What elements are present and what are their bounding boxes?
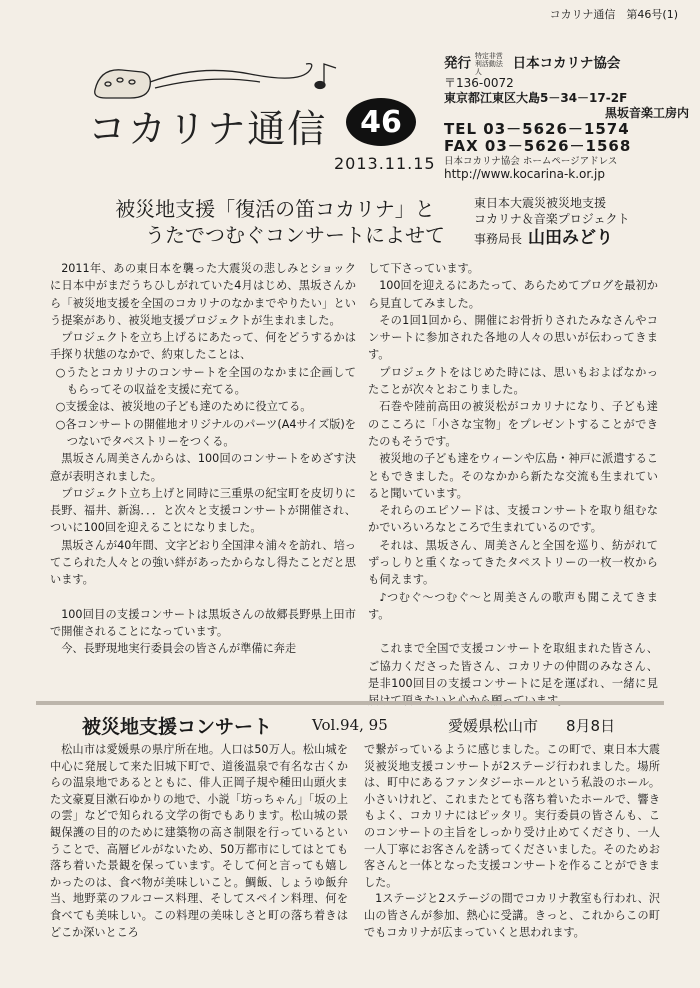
publisher-prefix: 発行 <box>444 55 471 72</box>
author-role: 事務局長 <box>474 232 523 247</box>
paragraph: ♪つむぐ～つむぐ～と周美さんの歌声も聞こえてきます。 <box>368 590 658 621</box>
issue-number-badge: 46 <box>346 98 416 146</box>
publisher-kind: 特定非営利活動法人 <box>474 52 503 76</box>
publisher-address2: 黒坂音楽工房内 <box>604 106 689 120</box>
homepage-url[interactable]: http://www.kocarina-k.or.jp <box>444 167 605 182</box>
paragraph: その1回1回から、開催にお骨折りされたみなさんやコンサートに参加された各地の人々の思いが伝わってきます。 <box>368 313 658 362</box>
publisher-tel: TEL 03－5626－1574 <box>444 120 630 138</box>
article2-right-column <box>364 742 660 941</box>
issue-date: 2013.11.15 <box>334 154 436 173</box>
paragraph: プロジェクト立ち上げと同時に三重県の紀宝町を皮切りに長野、福井、新潟．．．と次々と支援コンサートが開催され、ついに100回を迎えることになりました。 <box>50 486 356 535</box>
paragraph: プロジェクトを立ち上げるにあたって、何をどうするかは手探り状態のなかで、約束したことは、 <box>50 331 356 362</box>
homepage-label: 日本コカリナ協会 ホームページアドレス <box>444 155 618 167</box>
article2-title: 被災地支援コンサート <box>82 716 273 738</box>
article1-author <box>474 196 694 249</box>
paragraph: で繋がっているように感じました。この町で、東日本大震災被災地支援コンサートが2ステージ行われました。場所は、町中にあるファンタジーホールという私設のホール。小さいけれど、これまたとても落ち着いたホールで、響きもよく、コカリナにはピッタリ。実行委員の皆さんも、このコンサートの主旨をしっかり受け止めてくださり、一人一人丁寧にお客さんを誘ってくださいました。そのためお客さんと一体となった支援コンサートを作ることができました。 <box>364 743 660 889</box>
article2-date: 8月8日 <box>566 717 616 735</box>
article1-title <box>80 196 470 248</box>
section-divider <box>36 701 664 705</box>
author-line2: コカリナ＆音楽プロジェクト <box>474 211 630 226</box>
paragraph: 松山市は愛媛県の県庁所在地。人口は50万人。松山城を中心に発展して来た旧城下町で、道後温泉で有名な古くからの温泉地であるとともに、俳人正岡子規や種田山頭火また文豪夏目漱石ゆかりの地で、小説「坊っちゃん」「坂の上の雲」などで知られる文学の街でもあります。松山城の景観保護の目的のために建築物の高さ制限を行っているということで、高層ビルがないため、50万都市にしてはとても落ち着いた景観を保っています。そして何と言っても嬉しかったのは、食べ物が美味しいこと。鯛飯、しょうゆ飯弁当、地野菜のフルコース料理、そしてスペイン料理、何を食べても美味しい。この料理の美味しさと町の落ち着きはどこか深いところ <box>50 743 348 939</box>
issue-label: コカリナ通信 第46号(1) <box>549 8 678 21</box>
author-line1: 東日本大震災被災地支援 <box>474 196 607 210</box>
paragraph: これまで全国で支援コンサートを取組まれた皆さん、ご協力くださった皆さん、コカリナの仲間のみなさん、是非100回目の支援コンサートに足を運ばれ、一緒に見 <box>368 642 658 690</box>
publisher-address1: 東京都江東区大島5－34－17-2F <box>444 91 628 105</box>
list-item: ○うたとコカリナのコンサートを全国のなかまに企画してもらってその収益を支援に充てる。 <box>55 365 356 397</box>
publisher-org: 日本コカリナ協会 <box>512 55 621 72</box>
article1-left-column <box>50 260 356 658</box>
masthead <box>40 60 430 150</box>
paragraph: それらのエピソードは、支援コンサートを取り組むなかでいろいろなところで生まれているのです。 <box>368 504 658 535</box>
article1-title-line1: 被災地支援「復活の笛コカリナ」と <box>115 197 435 221</box>
paragraph: 黒坂さん周美さんからは、100回のコンサートをめざす決意が表明されました。 <box>50 452 356 483</box>
article1-right-column <box>368 260 658 709</box>
paragraph: それは、黒坂さん、周美さんと全国を巡り、紡がれてずっしりと重くなってきたタペストリーの一枚一枚からも伺えます。 <box>368 538 658 587</box>
newsletter-title: コカリナ通信 <box>88 107 328 151</box>
publisher-info <box>444 52 689 182</box>
list-item: ○各コンサートの開催地オリジナルのパーツ(A4サイズ版)をつないでタペストリーをつくる。 <box>55 417 356 448</box>
paragraph: プロジェクトをはじめた時には、思いもおよばなかったことが次々とおこりました。 <box>368 365 658 397</box>
author-name: 山田みどり <box>528 228 614 249</box>
paragraph: 被災地の子ども達をウィーンや広島・神戸に派遣することもできました。そのなかから新たな交流も生まれていると聞いています。 <box>368 452 658 500</box>
paragraph: 2011年、あの東日本を襲った大震災の悲しみとショックに日本中がまだうちひしがれていた4月はじめ、黒坂さんから「被災地支援を全国のコカリナのなかまでやりたい」という提案があり、被災地支援プロジェクトが生まれました。 <box>50 262 356 327</box>
article2-vol: Vol.94, 95 <box>312 716 388 734</box>
publisher-postal: 〒136-0072 <box>444 76 514 90</box>
publisher-fax: FAX 03－5626－1568 <box>444 137 632 156</box>
paragraph: 石巻や陸前高田の被災松がコカリナになり、子ども達のこころに「小さな宝物」をプレゼントすることができたのもそうです。 <box>368 400 658 448</box>
article2-left-column <box>50 742 348 941</box>
paragraph: 100回を迎えるにあたって、あらためてブログを最初から見直してみました。 <box>368 279 658 310</box>
article2-header <box>82 712 682 738</box>
paragraph: 黒坂さんが40年間、文字どおり全国津々浦々を訪れ、培ってこられた人々との強い絆があったからなし得たことだと思います。 <box>50 538 356 587</box>
paragraph: 今、長野現地実行委員会の皆さんが準備に奔走 <box>61 642 297 656</box>
paragraph: して下さっています。 <box>368 262 479 275</box>
article2-city: 愛媛県松山市 <box>448 717 539 735</box>
paragraph: 100回目の支援コンサートは黒坂さんの故郷長野県上田市で開催されることになっています。 <box>50 607 356 638</box>
paragraph: 1ステージと2ステージの間でコカリナ教室も行われ、沢山の皆さんが参加、熱心に受講。きっと、これからこの町でもコカリナが広まっていくと思われます。 <box>364 892 660 939</box>
list-item: ○支援金は、被災地の子ども達のために役立てる。 <box>55 400 312 414</box>
article1-title-line2: うたでつむぐコンサートによせて <box>145 223 445 247</box>
